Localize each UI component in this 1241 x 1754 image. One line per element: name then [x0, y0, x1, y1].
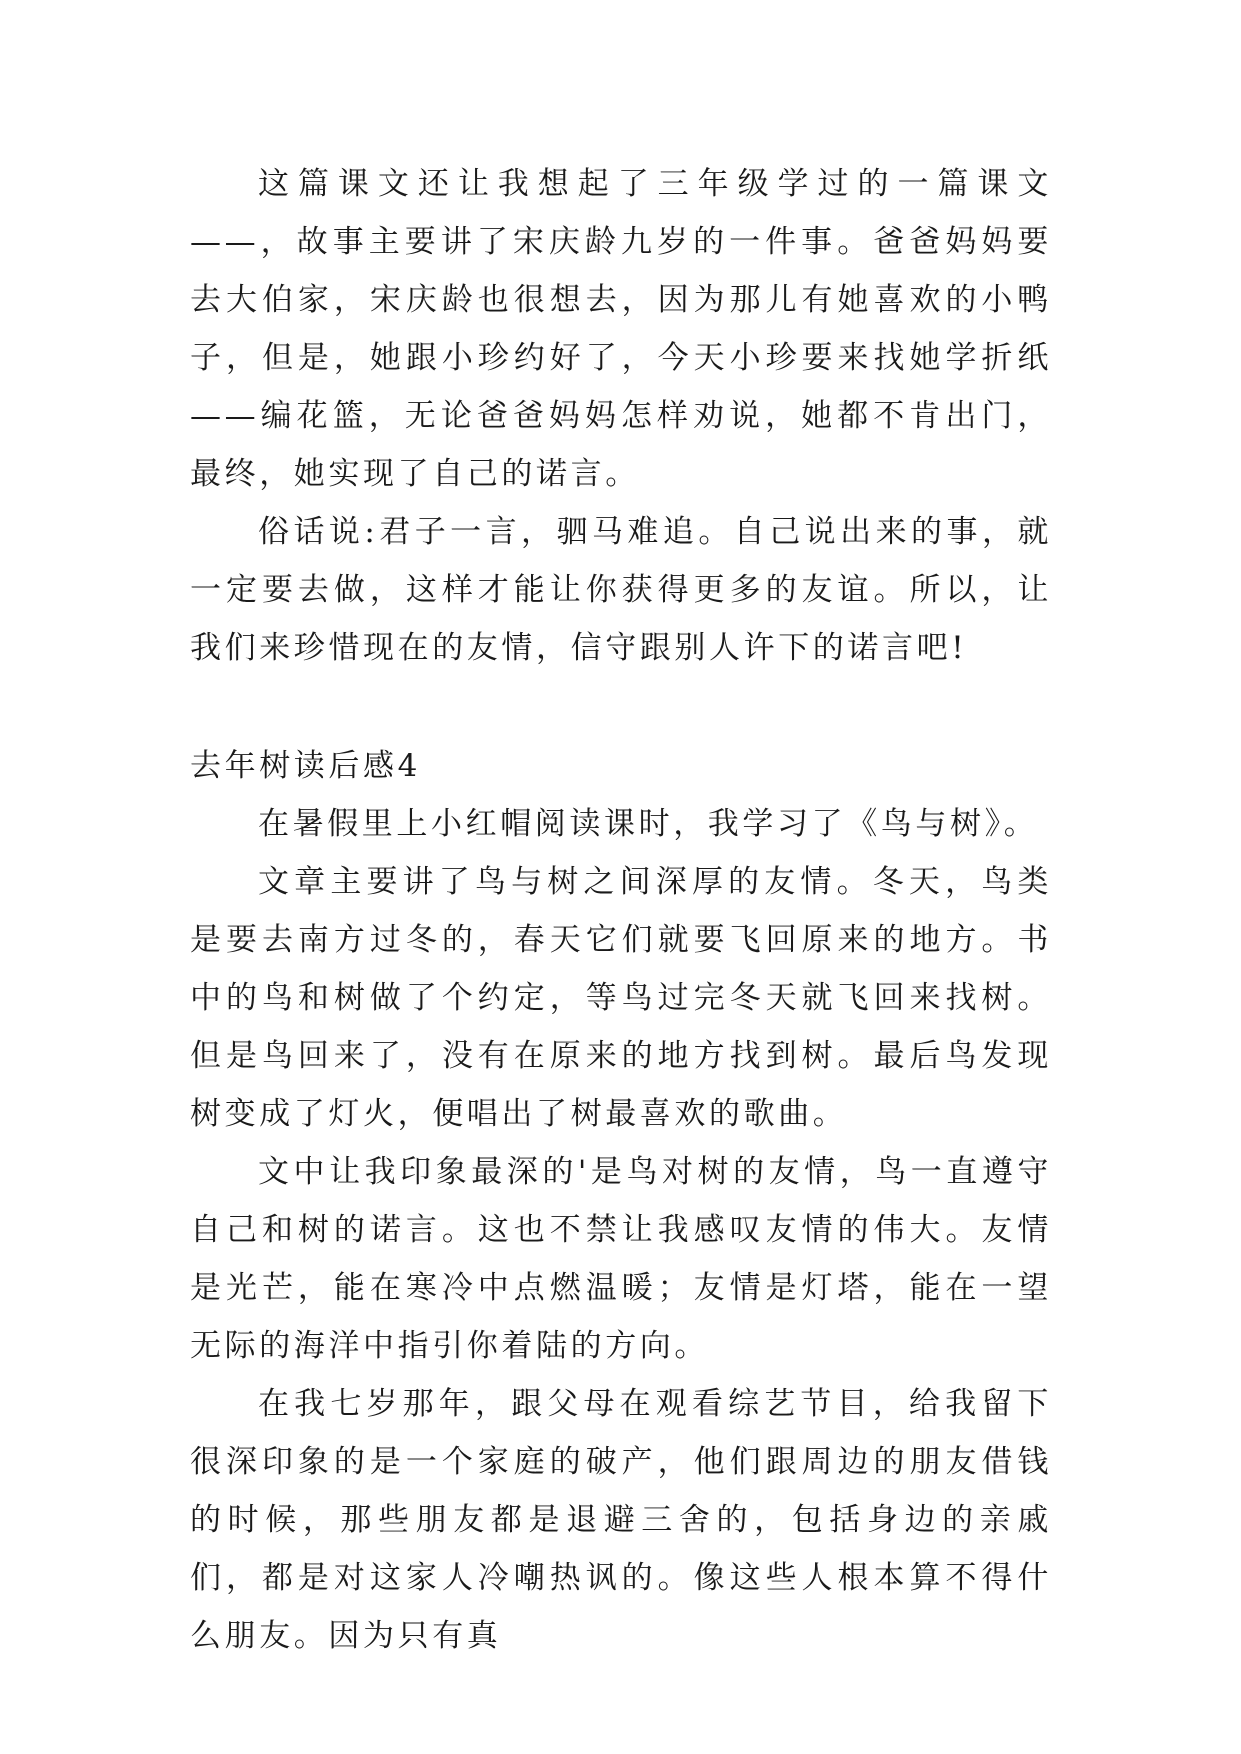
paragraph: 在暑假里上小红帽阅读课时，我学习了《鸟与树》。 — [258, 806, 1039, 842]
section-title: 去年树读后感4 — [190, 748, 421, 784]
paragraph: 文章主要讲了鸟与树之间深厚的友情。冬天，鸟类是要去南方过冬的，春天它们就要飞回原来的地方。书中的鸟和树做了个约定，等鸟过完冬天就飞回来找树。但是鸟回来了，没有在原来的地方找到树。最后鸟发现树变成了灯火，便唱出了树最喜欢的歌曲。 — [190, 864, 1052, 1132]
document-body — [190, 155, 1052, 1665]
paragraph: 在我七岁那年，跟父母在观看综艺节目，给我留下很深印象的是一个家庭的破产，他们跟周边的朋友借钱的时候，那些朋友都是退避三舍的，包括身边的亲戚们，都是对这家人冷嘲热讽的。像这些人根本算不得什么朋友。因为只有真 — [190, 1386, 1052, 1654]
paragraph: 俗话说:君子一言，驷马难追。自己说出来的事，就一定要去做，这样才能让你获得更多的友谊。所以，让我们来珍惜现在的友情，信守跟别人许下的诺言吧! — [190, 514, 1052, 666]
paragraph: 文中让我印象最深的'是鸟对树的友情，鸟一直遵守自己和树的诺言。这也不禁让我感叹友情的伟大。友情是光芒，能在寒冷中点燃温暖；友情是灯塔，能在一望无际的海洋中指引你着陆的方向。 — [190, 1154, 1052, 1364]
paragraph: 这篇课文还让我想起了三年级学过的一篇课文——，故事主要讲了宋庆龄九岁的一件事。爸爸妈妈要去大伯家，宋庆龄也很想去，因为那儿有她喜欢的小鸭子，但是，她跟小珍约好了，今天小珍要来找她学折纸——编花篮，无论爸爸妈妈怎样劝说，她都不肯出门，最终，她实现了自己的诺言。 — [190, 166, 1052, 492]
